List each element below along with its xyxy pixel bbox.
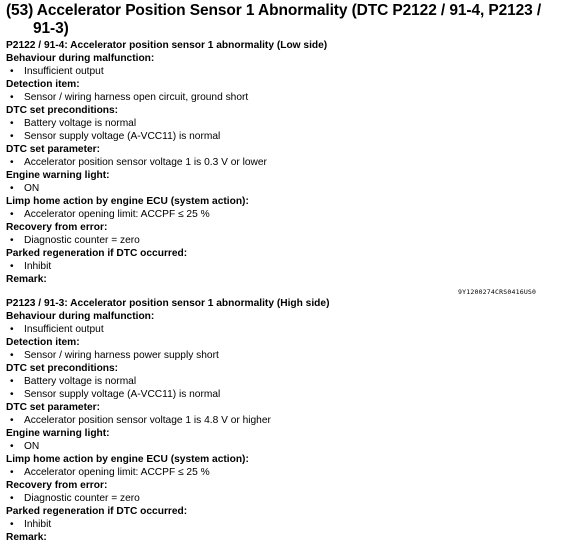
parameter-label: DTC set parameter: [6, 143, 100, 155]
remark-label: Remark: [6, 531, 47, 543]
list-item: • Battery voltage is normal [10, 375, 137, 387]
section-heading: P2123 / 91-3: Accelerator position sensor 1 abnormality (High side) [6, 297, 330, 309]
list-item: • Accelerator position sensor voltage 1 is 0.3 V or lower [10, 156, 267, 168]
list-item: • Diagnostic counter = zero [10, 234, 140, 246]
detection-label: Detection item: [6, 78, 80, 90]
section-heading: P2122 / 91-4: Accelerator position sensor 1 abnormality (Low side) [6, 39, 328, 51]
list-item: • Sensor / wiring harness power supply short [10, 349, 219, 361]
bullet-icon: • [10, 349, 14, 361]
bullet-icon: • [10, 466, 14, 478]
bullet-icon: • [10, 117, 14, 129]
bullet-icon: • [10, 182, 14, 194]
page-title-line2: 91-3) [33, 20, 69, 37]
bullet-icon: • [10, 388, 14, 400]
list-item: • Diagnostic counter = zero [10, 492, 140, 504]
limp-home-label: Limp home action by engine ECU (system action): [6, 453, 249, 465]
bullet-icon: • [10, 440, 14, 452]
behaviour-label: Behaviour during malfunction: [6, 52, 155, 64]
recovery-label: Recovery from error: [6, 221, 108, 233]
list-item: • ON [10, 440, 40, 452]
list-item: • Accelerator opening limit: ACCPF ≤ 25 % [10, 208, 210, 220]
list-item: • Insufficient output [10, 65, 104, 77]
list-item: • Accelerator opening limit: ACCPF ≤ 25 % [10, 466, 210, 478]
remark-label: Remark: [6, 273, 47, 285]
list-item: • Sensor / wiring harness open circuit, ground short [10, 91, 249, 103]
bullet-icon: • [10, 414, 14, 426]
list-item: • ON [10, 182, 40, 194]
bullet-icon: • [10, 208, 14, 220]
page-title [6, 2, 556, 38]
bullet-icon: • [10, 65, 14, 77]
list-item: • Inhibit [10, 260, 52, 272]
regeneration-label: Parked regeneration if DTC occurred: [6, 247, 188, 259]
dtc-section-p2123 [6, 297, 556, 544]
list-item: • Sensor supply voltage (A-VCC11) is normal [10, 130, 221, 142]
limp-home-label: Limp home action by engine ECU (system action): [6, 195, 249, 207]
list-item: • Battery voltage is normal [10, 117, 137, 129]
parameter-label: DTC set parameter: [6, 401, 100, 413]
list-item: • Accelerator position sensor voltage 1 is 4.8 V or higher [10, 414, 271, 426]
bullet-icon: • [10, 260, 14, 272]
bullet-icon: • [10, 130, 14, 142]
bullet-icon: • [10, 91, 14, 103]
list-item: • Insufficient output [10, 323, 104, 335]
bullet-icon: • [10, 492, 14, 504]
bullet-icon: • [10, 156, 14, 168]
warning-light-label: Engine warning light: [6, 169, 110, 181]
detection-label: Detection item: [6, 336, 80, 348]
preconditions-label: DTC set preconditions: [6, 362, 119, 374]
regeneration-label: Parked regeneration if DTC occurred: [6, 505, 188, 517]
behaviour-label: Behaviour during malfunction: [6, 310, 155, 322]
list-item: • Inhibit [10, 518, 52, 530]
recovery-label: Recovery from error: [6, 479, 108, 491]
list-item: • Sensor supply voltage (A-VCC11) is normal [10, 388, 221, 400]
bullet-icon: • [10, 234, 14, 246]
bullet-icon: • [10, 375, 14, 387]
dtc-section-p2122 [6, 39, 556, 286]
document-id: 9Y1200274CRS0416US0 [458, 288, 537, 296]
preconditions-label: DTC set preconditions: [6, 104, 119, 116]
warning-light-label: Engine warning light: [6, 427, 110, 439]
page-title-line1: (53) Accelerator Position Sensor 1 Abnormality (DTC P2122 / 91-4, P2123 / [6, 2, 542, 19]
bullet-icon: • [10, 323, 14, 335]
bullet-icon: • [10, 518, 14, 530]
